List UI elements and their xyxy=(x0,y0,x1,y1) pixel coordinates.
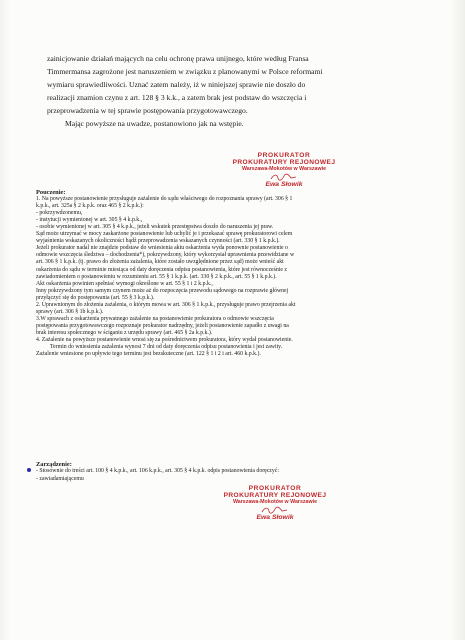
instruction-heading: Pouczenie: xyxy=(36,189,66,196)
instruction-line: art. 306 § 1 k.p.k. (tj. prawo do złożenia zażalenia, które zostało uwzględnione przez sąd) może wnieść akt xyxy=(36,259,284,266)
body-line: wymiaru sprawiedliwości. Uznać zatem należy, iż w niniejszej sprawie nie doszło do xyxy=(47,80,306,90)
instruction-line: 3.W sprawach z oskarżenia prywatnego zażalenie na postanowienie prokuratora o odmowie wszczęcia xyxy=(36,315,274,322)
instruction-line: Sąd może utrzymać w mocy zaskarżone postanowienie lub uchylić je i przekazać sprawę prokuratorowi celem xyxy=(36,231,293,238)
decision-body xyxy=(47,52,417,131)
instruction-line: wyjaśnienia wskazanych okoliczności bądź przeprowadzenia wskazanych czynności (art. 330 § 1 k.p.k.). xyxy=(36,238,280,245)
order-section xyxy=(36,461,421,483)
ink-dot xyxy=(27,468,31,472)
instruction-line: k.p.k., art. 325a § 2 k.p.k. oraz 465 § 2 k.p.k.): xyxy=(36,203,144,210)
instruction-line: przyłączyć się do postępowania (art. 55 § 3 k.p.k.). xyxy=(36,294,155,301)
instruction-line: brak interesu społecznego w ściganiu z urzędu sprawy (art. 465 § 2a k.p.k.). xyxy=(36,329,213,336)
order-line: - zawiadamiającemu xyxy=(36,475,84,482)
instruction-line: Inny pokrzywdzony tym samym czynem może aż do rozpoczęcia przewodu sądowego na rozprawie głównej xyxy=(36,287,289,294)
body-line: realizacji znamion czynu z art. 128 § 3 k.k., a zatem brak jest podstaw do wszczęcia i xyxy=(47,93,307,103)
instruction-section xyxy=(36,189,421,358)
instruction-line: - instytucji wymienionej w art. 305 § 4 k.p.k., xyxy=(36,217,143,224)
stamp-name: Ewa Słowik xyxy=(256,514,294,521)
order-line: - Stosownie do treści art. 100 § 4 k.p.k., art. 106 k.p.k., art. 305 § 4 k.p.k. odpis postanowienia doręczyć: xyxy=(36,468,279,475)
stamp-name: Ewa Słowik xyxy=(265,181,303,188)
body-line: Timmermansa zagrożone jest naruszeniem w związku z planowanymi w Polsce reformami xyxy=(47,67,323,77)
instruction-line: oskarżenia do sądu w terminie miesiąca od daty doręczenia odpisu postanowienia, które jest równocześnie z xyxy=(36,266,287,273)
instruction-line: 2. Uprawnionym do złożenia zażalenia, o którym mowa w art. 306 § 1 k.p.k., przysługuje prawo przejrzenia akt xyxy=(36,301,296,308)
instruction-line: 1. Na powyższe postanowienie przysługuje zażalenie do sądu właściwego do rozpoznania sprawy (art. 306 § 1 xyxy=(36,196,293,203)
instruction-line: sprawy (art. 306 § 1b k.p.k.). xyxy=(36,308,104,315)
instruction-line: 4. Zażalenie na powyższe postanowienie wnosi się za pośrednictwem prokuratora, który wydał postanowienie. xyxy=(36,336,293,343)
prosecutor-stamp-top xyxy=(214,152,354,188)
conclusion-line: Mając powyższe na uwadze, postanowiono jak na wstępie. xyxy=(65,119,244,129)
signature-mark xyxy=(214,173,354,181)
instruction-line: Akt oskarżenia powinien spełniać wymogi określone w art. 55 § 1 i 2 k.p.k., xyxy=(36,280,213,287)
stamp-office: PROKURATURY REJONOWEJ xyxy=(232,159,336,166)
body-line: zainicjowanie działań mających na celu ochronę prawa unijnego, które według Fransa xyxy=(47,54,309,63)
body-line: przeprowadzenia w tej sprawie postępowania przygotowawczego. xyxy=(47,106,248,116)
instruction-line: postępowania przygotowawczego rozpoznaje prokurator nadrzędny, jeżeli postanowienie zapadło z uwagi na xyxy=(36,322,289,329)
stamp-office: PROKURATURY REJONOWEJ xyxy=(223,492,327,499)
instruction-line: - pokrzywdzonemu, xyxy=(36,210,83,217)
stamp-location: Warszawa-Mokotów w Warszawie xyxy=(241,166,327,172)
stamp-title: PROKURATOR xyxy=(248,485,302,492)
instruction-line: odmowie wszczęcia śledztwa – dochodzenia*), pokrzywdzony, który wykorzystał uprawnienia przewidziane w xyxy=(36,252,295,259)
instruction-line: zawiadomieniem o postanowieniu w rozumieniu art. 55 § 1 k.p.k. (art. 330 § 2 k.p.k., art. 55 § 1 k.p.k.). xyxy=(36,273,277,280)
deadline-line: Zażalenie wniesione po upływie tego terminu jest bezskuteczne (art. 122 § 1 i 2 i art. 460 k.p.k.). xyxy=(36,351,261,358)
stamp-location: Warszawa-Mokotów w Warszawie xyxy=(232,499,318,505)
stamp-title: PROKURATOR xyxy=(257,152,311,159)
order-heading: Zarządzenie: xyxy=(36,461,72,468)
instruction-line: - osobie wymienionej w art. 305 § 4 k.p.k., jeżeli wskutek przestępstwa doszło do naruszenia jej praw. xyxy=(36,224,274,231)
instruction-line: Jeżeli prokurator nadal nie znajdzie podstaw do wniesienia aktu oskarżenia wyda ponownie postanowienie o xyxy=(36,245,288,252)
signature-mark xyxy=(205,506,345,514)
prosecutor-stamp-bottom xyxy=(205,485,345,521)
deadline-line: Termin do wniesienia zażalenia wynosi 7 dni od daty doręczenia odpisu postanowienia i jest zawity. xyxy=(50,344,283,351)
